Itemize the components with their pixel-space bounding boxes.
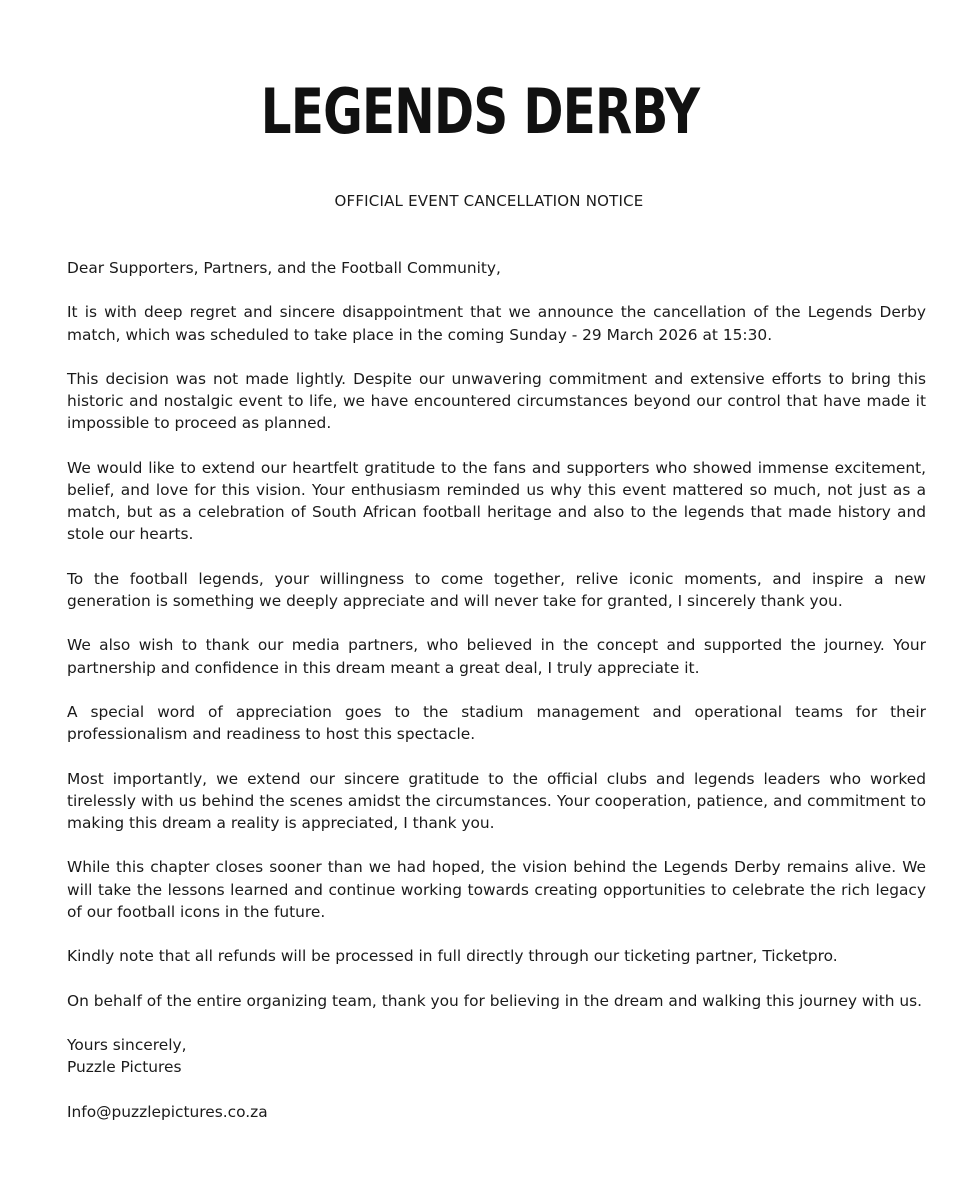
logo-title: LEGENDS DERBY: [260, 75, 700, 148]
paragraph-announcement: It is with deep regret and sincere disappointment that we announce the cancellation of the Legends Derby match, which was scheduled to take place in the coming Sunday - 29 March 2026 at 15:30.: [67, 303, 926, 344]
paragraph-vision: While this chapter closes sooner than we had hoped, the vision behind the Legends Derby remains alive. We will take the lessons learned and continue working towards creating opportunities to celebrate the rich legacy of our football icons in the future.: [67, 858, 926, 921]
paragraph-fans-gratitude: We would like to extend our heartfelt gratitude to the fans and supporters who showed immense excitement, belief, and love for this vision. Your enthusiasm reminded us why this event mattered so much, not just as a match, but as a celebration of South African football heritage and also to the legends that made history and stole our hearts.: [67, 458, 926, 544]
paragraph-refunds: Kindly note that all refunds will be processed in full directly through our ticketing partner, Ticketpro.: [67, 947, 838, 966]
contact-email: Info@puzzlepictures.co.za: [67, 1102, 268, 1121]
paragraph-clubs-leaders: Most importantly, we extend our sincere gratitude to the official clubs and legends leaders who worked tirelessly with us behind the scenes amidst the circumstances. Your cooperation, patience, and commitment to making this dream a reality is appreciated, I thank you.: [67, 769, 926, 832]
paragraph-media-partners: We also wish to thank our media partners, who believed in the concept and supported the journey. Your partnership and confidence in this dream meant a great deal, I truly appreciate it.: [67, 636, 926, 677]
closing: Yours sincerely,: [67, 1035, 187, 1054]
paragraph-decision: This decision was not made lightly. Despite our unwavering commitment and extensive efforts to bring this historic and nostalgic event to life, we have encountered circumstances beyond our control that have made it impossible to proceed as planned.: [67, 369, 926, 433]
legends-derby-logo: [106, 72, 855, 152]
paragraph-stadium-management: A special word of appreciation goes to the stadium management and operational teams for their professionalism and readiness to host this spectacle.: [67, 702, 926, 744]
signoff: [67, 1034, 926, 1078]
notice-title: OFFICIAL EVENT CANCELLATION NOTICE: [334, 192, 644, 210]
paragraph-behalf: On behalf of the entire organizing team, thank you for believing in the dream and walking this journey with us.: [67, 991, 923, 1010]
paragraph-legends-thanks: To the football legends, your willingness to come together, relive iconic moments, and inspire a new generation is something we deeply appreciate and will never take for granted, I sincerely thank you.: [67, 569, 926, 610]
signature: Puzzle Pictures: [67, 1058, 182, 1077]
greeting: Dear Supporters, Partners, and the Football Community,: [67, 259, 501, 277]
letter-body: [67, 257, 926, 1123]
